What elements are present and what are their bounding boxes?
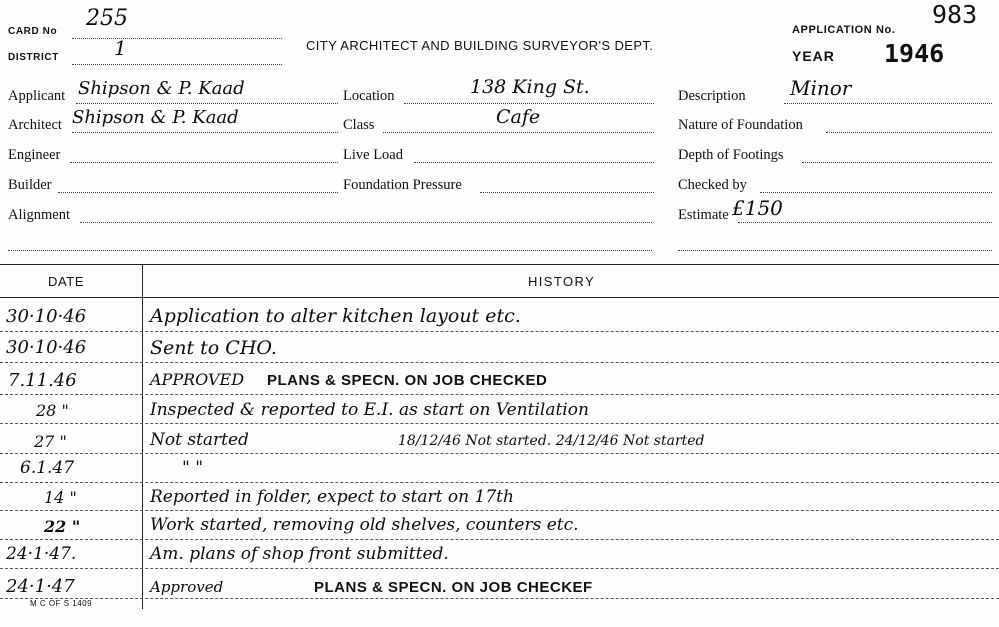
- builder-label: Builder: [8, 177, 52, 193]
- history-entry: " ": [182, 458, 204, 478]
- history-date: 28 ": [36, 401, 69, 420]
- district-label: DISTRICT: [8, 52, 59, 63]
- applicant-line: [76, 103, 338, 104]
- nature-of-foundation-label: Nature of Foundation: [678, 117, 803, 133]
- row-line: [0, 331, 999, 332]
- history-entry: Application to alter kitchen layout etc.: [150, 305, 521, 327]
- description-value: Minor: [790, 76, 852, 100]
- department-title: CITY ARCHITECT AND BUILDING SURVEYOR'S DEPT.: [306, 38, 654, 53]
- row-line: [0, 394, 999, 395]
- history-entry: Reported in folder, expect to start on 17th: [150, 487, 514, 507]
- column-divider: [142, 264, 143, 609]
- table-header-rule: [0, 297, 999, 298]
- history-date: 6.1.47: [20, 458, 75, 478]
- row-line: [0, 482, 999, 483]
- live-load-label: Live Load: [343, 147, 403, 163]
- district-value: 1: [114, 36, 127, 60]
- estimate-value: £150: [732, 196, 783, 220]
- history-stamp: PLANS & SPECN. ON JOB CHECKEF: [314, 579, 593, 596]
- card-no-label: CARD No: [8, 26, 58, 37]
- class-line: [383, 132, 654, 133]
- year-label: YEAR: [792, 48, 835, 64]
- class-label: Class: [343, 117, 375, 133]
- estimate-line: [738, 222, 992, 223]
- applicant-value: Shipson & P. Kaad: [78, 78, 245, 99]
- location-value: 138 King St.: [470, 76, 590, 98]
- year-value: 1946: [884, 39, 945, 68]
- history-extra: 18/12/46 Not started. 24/12/46 Not started: [398, 433, 705, 449]
- date-column-header: DATE: [48, 274, 85, 289]
- history-date: 27 ": [34, 432, 67, 451]
- district-line: [72, 64, 282, 65]
- history-entry: Inspected & reported to E.I. as start on Ventilation: [150, 400, 589, 420]
- applicant-label: Applicant: [8, 88, 66, 104]
- row-line: [0, 423, 999, 424]
- history-entry: APPROVED: [150, 370, 245, 389]
- row-line: [0, 362, 999, 363]
- history-date: 30·10·46: [6, 337, 87, 358]
- foundation-pressure-label: Foundation Pressure: [343, 177, 462, 193]
- card-no-line: [72, 38, 282, 39]
- application-no-value: 983: [932, 0, 978, 29]
- row-line: [0, 510, 999, 511]
- description-label: Description: [678, 88, 746, 104]
- architect-value: Shipson & P. Kaad: [72, 107, 239, 128]
- class-value: Cafe: [496, 106, 541, 128]
- history-entry: Sent to CHO.: [150, 337, 277, 359]
- engineer-line: [70, 162, 338, 163]
- history-column-header: HISTORY: [528, 274, 596, 289]
- history-entry: Work started, removing old shelves, counters etc.: [150, 515, 579, 535]
- history-entry: Approved: [150, 578, 224, 596]
- row-line: [0, 598, 999, 599]
- alignment-line: [80, 222, 652, 223]
- foundation-pressure-line: [480, 192, 654, 193]
- row-line: [0, 453, 999, 454]
- engineer-label: Engineer: [8, 147, 61, 163]
- row-line: [0, 568, 999, 569]
- row-line: [0, 539, 999, 540]
- card-no-value: 255: [86, 6, 128, 31]
- description-line: [784, 103, 992, 104]
- location-label: Location: [343, 88, 395, 104]
- depth-of-footings-label: Depth of Footings: [678, 147, 784, 163]
- architect-line: [72, 132, 338, 133]
- architect-label: Architect: [8, 117, 62, 133]
- alignment-line-2: [8, 250, 652, 251]
- history-entry: Am. plans of shop front submitted.: [150, 544, 449, 564]
- history-entry: Not started: [150, 430, 249, 450]
- history-date: 14 ": [44, 488, 77, 507]
- estimate-line-2: [678, 250, 992, 251]
- location-line: [404, 103, 654, 104]
- history-stamp: PLANS & SPECN. ON JOB CHECKED: [267, 372, 548, 389]
- history-date: 22 ": [44, 517, 81, 536]
- history-date: 24·1·47: [6, 576, 75, 597]
- live-load-line: [414, 162, 654, 163]
- history-date: 30·10·46: [6, 306, 87, 327]
- checked-by-label: Checked by: [678, 177, 747, 193]
- application-no-label: APPLICATION No.: [792, 24, 896, 36]
- depth-of-footings-line: [802, 162, 992, 163]
- builder-line: [58, 192, 338, 193]
- estimate-label: Estimate: [678, 207, 729, 223]
- table-top-rule: [0, 264, 999, 265]
- history-date: 24·1·47.: [6, 544, 77, 564]
- alignment-label: Alignment: [8, 207, 71, 223]
- checked-by-line: [760, 192, 992, 193]
- history-date: 7.11.46: [8, 370, 77, 391]
- nature-of-foundation-line: [826, 132, 992, 133]
- form-code: M C OF S 1409: [30, 599, 93, 608]
